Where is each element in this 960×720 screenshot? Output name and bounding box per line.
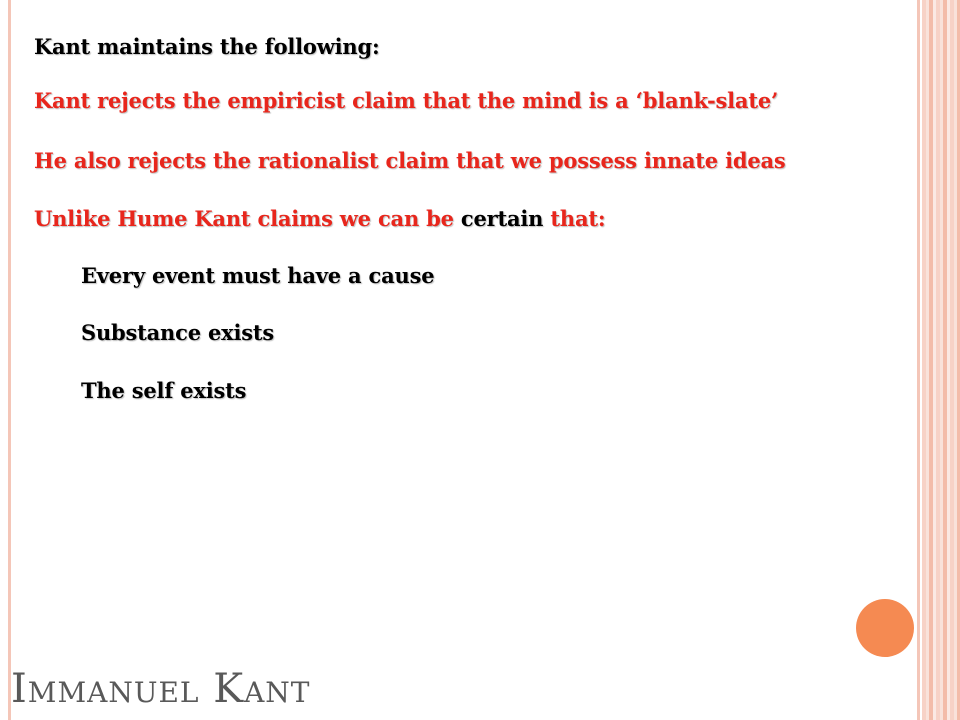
certainty-substance: Substance exists [81,320,274,345]
point-certain [34,206,605,231]
decorative-stripes [922,0,960,720]
certain-after: that: [543,206,606,231]
certain-before: Unlike Hume Kant claims we can be [34,206,461,231]
certainty-cause: Every event must have a cause [81,263,435,288]
certain-emphasis: certain [460,206,544,231]
certainty-self: The self exists [81,378,247,403]
slide-title: Immanuel Kant [11,666,311,712]
accent-circle [856,599,914,657]
slide-left-border [8,0,11,720]
intro-text: Kant maintains the following: [34,34,380,59]
point-empiricist: Kant rejects the empiricist claim that the mind is a ‘blank-slate’ [34,88,779,113]
point-rationalist: He also rejects the rationalist claim that we possess innate ideas [34,148,786,173]
slide-right-border [917,0,920,720]
